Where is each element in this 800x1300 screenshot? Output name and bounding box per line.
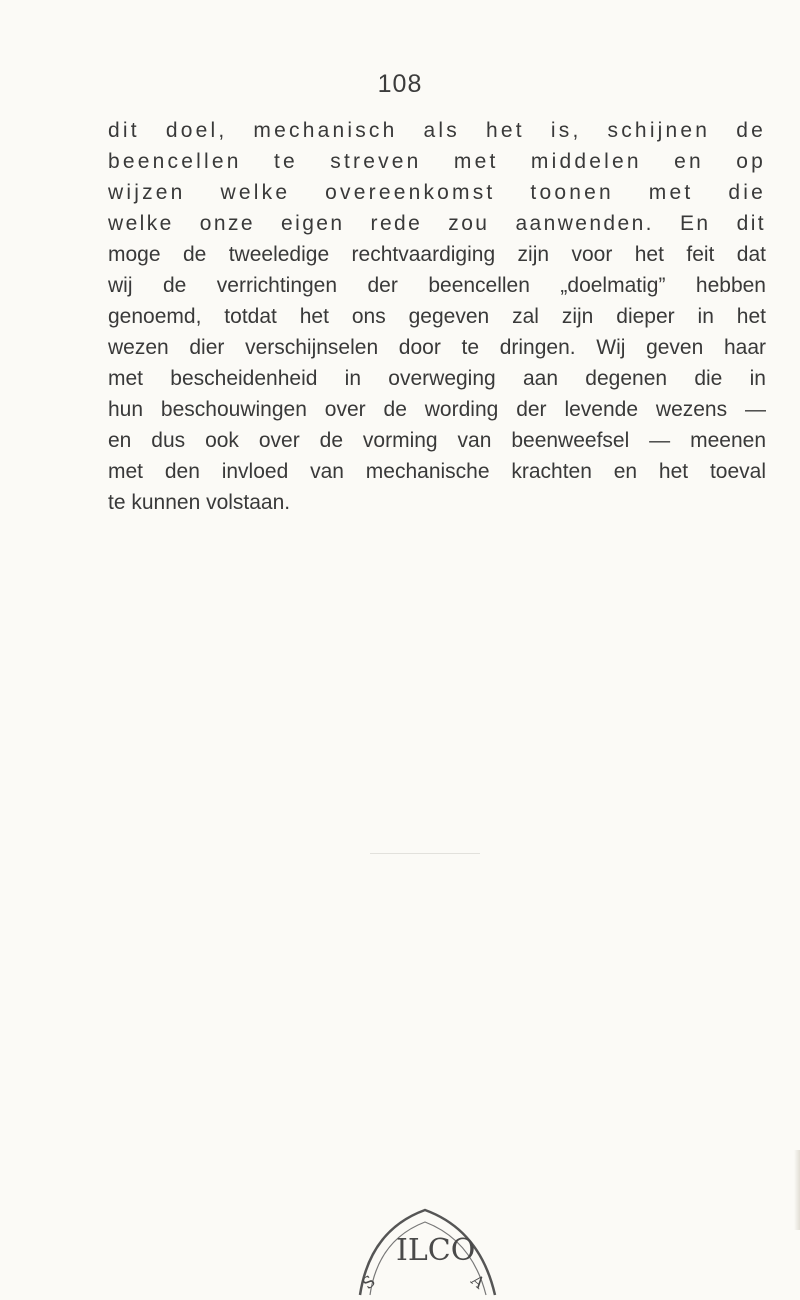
text-line: wij de verrichtingen der beencellen „doelmatig” hebben (108, 274, 766, 297)
text-line: te kunnen volstaan. (108, 491, 291, 514)
stamp-right-letter: A (467, 1270, 489, 1293)
text-line: met den invloed van mechanische krachten en het toeval (108, 460, 766, 483)
text-line: wijzen welke overeenkomst toonen met die (108, 181, 766, 204)
stamp-left-letter: S (358, 1271, 379, 1294)
text-line: hun beschouwingen over de wording der levende wezens — (108, 398, 766, 421)
text-line: dit doel, mechanisch als het is, schijnen de (108, 119, 766, 142)
text-line: met bescheidenheid in overweging aan degenen die in (108, 367, 766, 390)
stamp-text: ILCO (396, 1233, 476, 1268)
page-number: 108 (377, 70, 423, 98)
stamp-graphic (330, 1190, 520, 1300)
text-line: beencellen te streven met middelen en op (108, 150, 766, 173)
text-line: wezen dier verschijnselen door te dringen. Wij geven haar (108, 336, 766, 359)
library-stamp (330, 1190, 520, 1300)
page-edge-shadow (794, 1150, 800, 1230)
faint-rule (370, 853, 480, 854)
body-text (108, 115, 766, 518)
text-line: moge de tweeledige rechtvaardiging zijn voor het feit dat (108, 243, 766, 266)
text-line: genoemd, totdat het ons gegeven zal zijn dieper in het (108, 305, 766, 328)
text-line: welke onze eigen rede zou aanwenden. En dit (108, 212, 766, 235)
text-line: en dus ook over de vorming van beenweefsel — meenen (108, 429, 766, 452)
